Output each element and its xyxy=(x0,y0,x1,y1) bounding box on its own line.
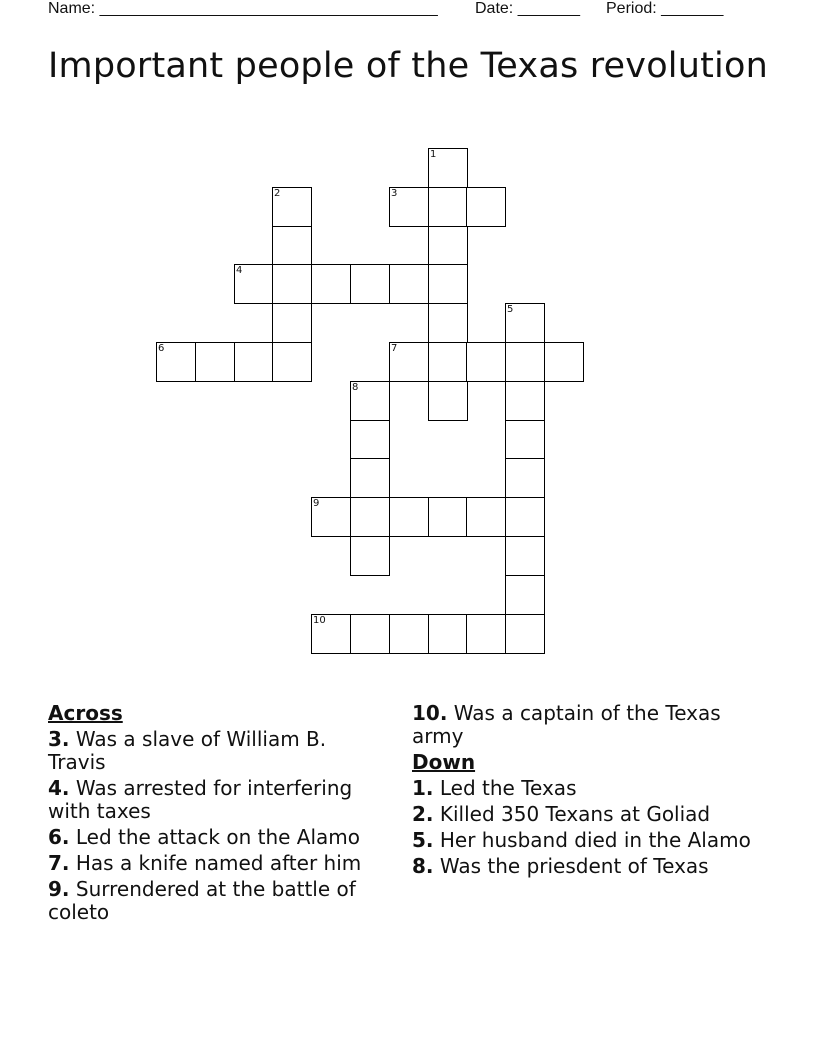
crossword-cell[interactable] xyxy=(195,342,235,382)
crossword-cell-6[interactable] xyxy=(156,342,196,382)
clue-number-label: 3 xyxy=(391,188,398,199)
clue-number-label: 1 xyxy=(430,149,437,160)
clue-number: 9. xyxy=(48,877,70,901)
crossword-cell[interactable] xyxy=(428,303,468,343)
crossword-cell-7[interactable] xyxy=(389,342,429,382)
clue-text: Was the priesdent of Texas xyxy=(439,854,709,878)
crossword-cell-10[interactable] xyxy=(311,614,351,654)
crossword-cell-1[interactable] xyxy=(428,148,468,188)
clue-number-label: 10 xyxy=(313,615,326,626)
clue-text: Her husband died in the Alamo xyxy=(439,828,751,852)
crossword-cell[interactable] xyxy=(389,497,429,537)
clue-number: 2. xyxy=(412,802,434,826)
crossword-cell[interactable] xyxy=(544,342,584,382)
crossword-cell[interactable] xyxy=(505,342,545,382)
crossword-cell[interactable] xyxy=(350,458,390,498)
clue-down-2 xyxy=(412,803,762,826)
clue-number: 6. xyxy=(48,825,70,849)
crossword-cell[interactable] xyxy=(389,614,429,654)
crossword-cell[interactable] xyxy=(272,342,312,382)
crossword-cell[interactable] xyxy=(505,458,545,498)
clue-number: 1. xyxy=(412,776,434,800)
crossword-cell[interactable] xyxy=(350,420,390,460)
clues-column-right xyxy=(412,702,762,878)
crossword-cell[interactable] xyxy=(272,226,312,266)
clue-number-label: 5 xyxy=(507,304,514,315)
name-field-label: Name: ______________________________________ xyxy=(48,0,438,17)
clue-down-5 xyxy=(412,829,762,852)
crossword-cell[interactable] xyxy=(428,381,468,421)
across-heading: Across xyxy=(48,701,123,725)
clue-text: Led the attack on the Alamo xyxy=(75,825,360,849)
clue-across-10 xyxy=(412,702,762,748)
period-field-label: Period: _______ xyxy=(606,0,724,17)
clue-text: Led the Texas xyxy=(439,776,577,800)
clue-number: 10. xyxy=(412,701,448,725)
clue-number: 4. xyxy=(48,776,70,800)
crossword-cell[interactable] xyxy=(505,497,545,537)
crossword-cell[interactable] xyxy=(505,575,545,615)
crossword-cell-9[interactable] xyxy=(311,497,351,537)
crossword-cell[interactable] xyxy=(505,420,545,460)
crossword-cell[interactable] xyxy=(466,497,506,537)
clue-text: Was a captain of the Texas army xyxy=(412,701,721,748)
crossword-cell[interactable] xyxy=(505,614,545,654)
clue-number: 3. xyxy=(48,727,70,751)
clue-across-4 xyxy=(48,777,388,823)
crossword-cell[interactable] xyxy=(389,264,429,304)
clue-number: 5. xyxy=(412,828,434,852)
crossword-cell[interactable] xyxy=(350,264,390,304)
clue-number-label: 8 xyxy=(352,382,359,393)
crossword-cell[interactable] xyxy=(272,264,312,304)
crossword-cell[interactable] xyxy=(428,614,468,654)
clue-number-label: 4 xyxy=(236,265,243,276)
crossword-cell-4[interactable] xyxy=(234,264,274,304)
crossword-cell[interactable] xyxy=(428,187,468,227)
clue-number: 8. xyxy=(412,854,434,878)
crossword-cell[interactable] xyxy=(234,342,274,382)
crossword-cell[interactable] xyxy=(311,264,351,304)
clue-number-label: 6 xyxy=(158,343,165,354)
clue-across-6 xyxy=(48,826,388,849)
crossword-cell[interactable] xyxy=(272,303,312,343)
crossword-cell[interactable] xyxy=(428,497,468,537)
clue-across-3 xyxy=(48,728,388,774)
clue-number-label: 2 xyxy=(274,188,281,199)
crossword-cell[interactable] xyxy=(466,614,506,654)
crossword-cell-8[interactable] xyxy=(350,381,390,421)
crossword-cell[interactable] xyxy=(428,342,468,382)
crossword-cell[interactable] xyxy=(350,614,390,654)
clue-number: 7. xyxy=(48,851,70,875)
crossword-cell[interactable] xyxy=(505,381,545,421)
date-field-label: Date: _______ xyxy=(475,0,580,17)
crossword-cell[interactable] xyxy=(350,497,390,537)
crossword-cell[interactable] xyxy=(428,226,468,266)
crossword-cell[interactable] xyxy=(428,264,468,304)
crossword-cell[interactable] xyxy=(505,536,545,576)
crossword-cell[interactable] xyxy=(466,187,506,227)
clue-across-9 xyxy=(48,878,388,924)
crossword-cell-2[interactable] xyxy=(272,187,312,227)
crossword-cell[interactable] xyxy=(466,342,506,382)
clue-down-8 xyxy=(412,855,762,878)
clue-text: Has a knife named after him xyxy=(75,851,362,875)
clue-number-label: 7 xyxy=(391,343,398,354)
crossword-cell-3[interactable] xyxy=(389,187,429,227)
clue-text: Killed 350 Texans at Goliad xyxy=(439,802,711,826)
clue-number-label: 9 xyxy=(313,498,320,509)
page-title: Important people of the Texas revolution xyxy=(48,46,768,86)
clue-text: Was a slave of William B. Travis xyxy=(48,727,327,774)
crossword-cell[interactable] xyxy=(350,536,390,576)
crossword-cell-5[interactable] xyxy=(505,303,545,343)
clue-text: Surrendered at the battle of coleto xyxy=(48,877,356,924)
clue-down-1 xyxy=(412,777,762,800)
down-heading: Down xyxy=(412,750,476,774)
clues-column-left xyxy=(48,702,388,924)
clue-across-7 xyxy=(48,852,388,875)
clue-text: Was arrested for interfering with taxes xyxy=(48,776,353,823)
